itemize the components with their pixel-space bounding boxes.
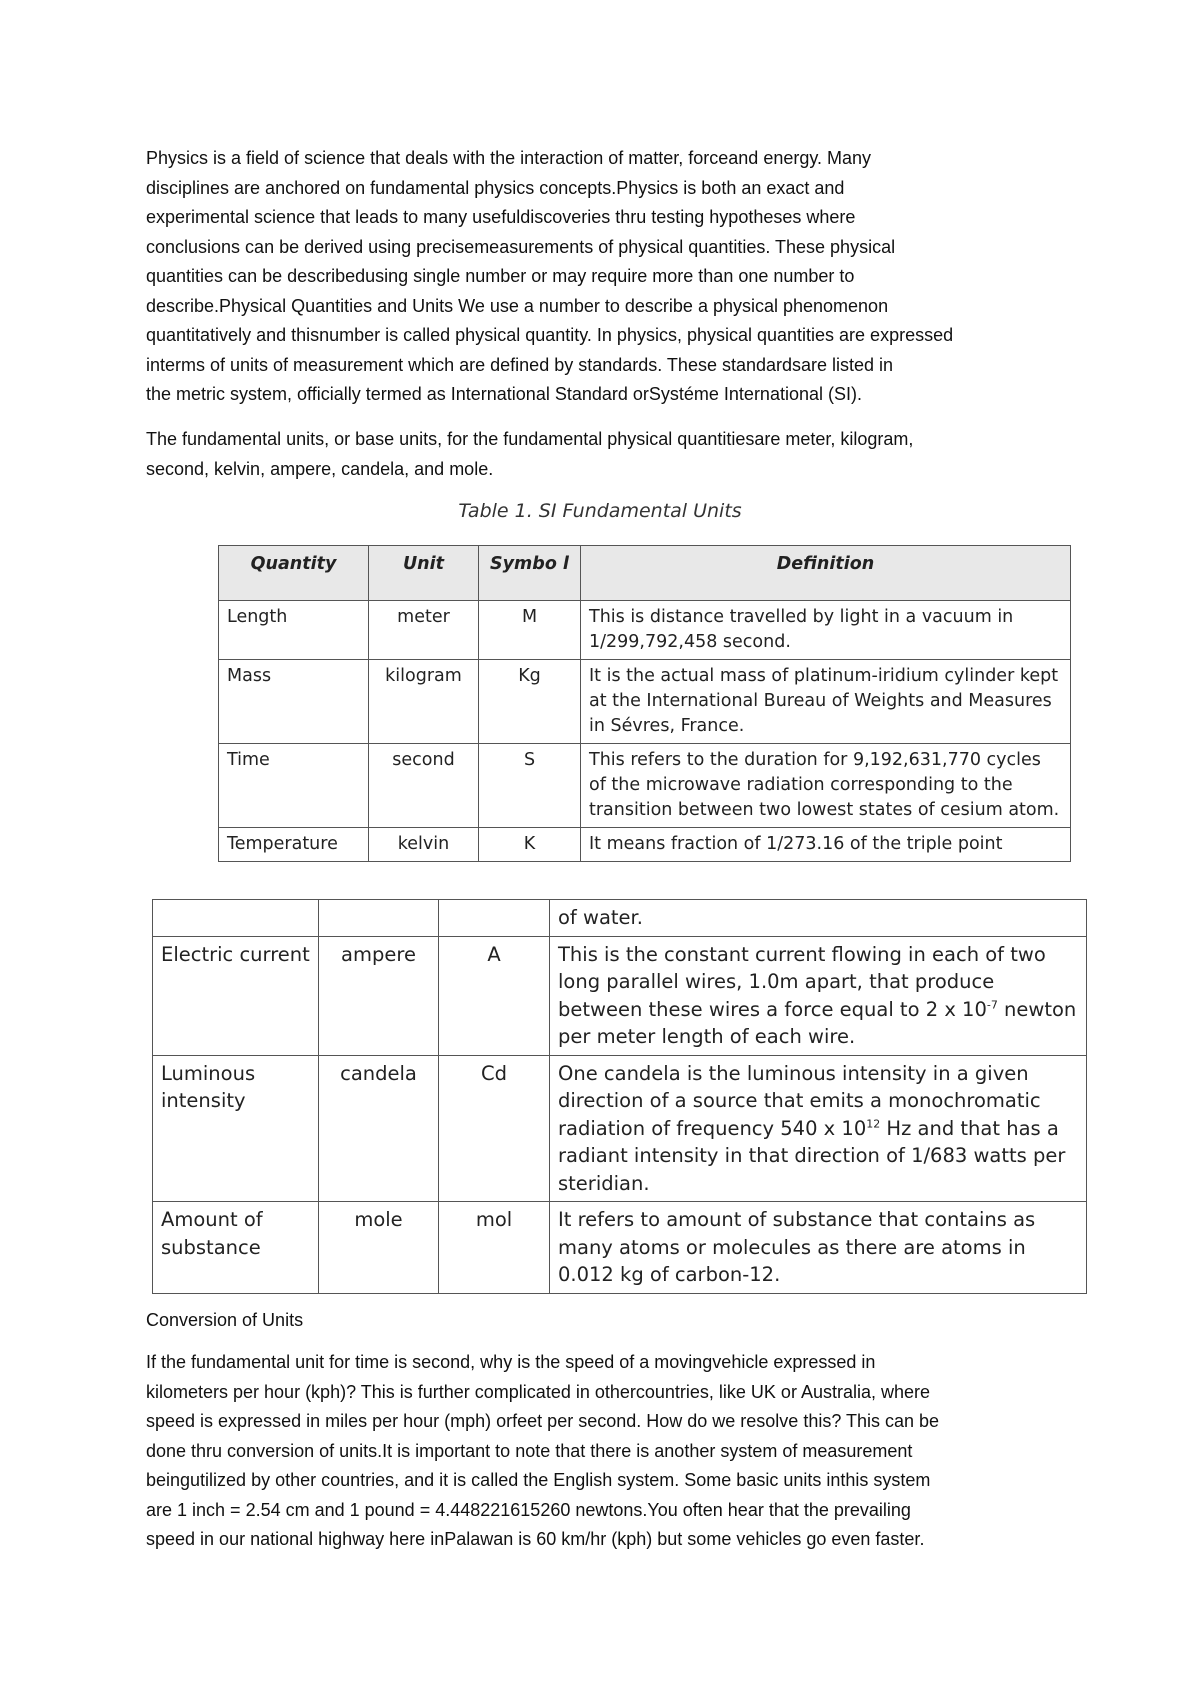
cell-symbol: M xyxy=(479,601,581,660)
header-symbol: Symbo l xyxy=(479,546,581,601)
header-quantity: Quantity xyxy=(219,546,369,601)
cell-definition xyxy=(550,1055,1087,1202)
si-units-table-part2 xyxy=(152,899,1087,1294)
definition-text: Hz and that has a radiant intensity in that direction of 1/683 watts per steridian. xyxy=(558,1116,1066,1195)
cell-symbol: K xyxy=(479,828,581,862)
cell-definition-continuation: of water. xyxy=(550,900,1087,937)
section-heading: Conversion of Units xyxy=(146,1310,304,1330)
cell-symbol: mol xyxy=(439,1202,550,1294)
text-line: kilometers per hour (kph)? This is further complicated in othercountries, like UK or Australia, where xyxy=(146,1381,931,1402)
definition-text: One candela is the luminous intensity in a given direction of a source that emits a monochromatic radiation of frequency 540 x 10 xyxy=(558,1061,1041,1140)
text-line: experimental science that leads to many usefuldiscoveries thru testing hypotheses where xyxy=(146,207,856,227)
cell-quantity: Mass xyxy=(219,660,369,744)
text-line: Physics is a field of science that deals with the interaction of matter, forceand energy. Many xyxy=(146,148,872,168)
table-row xyxy=(153,1055,1087,1202)
table-header-row xyxy=(219,546,1071,601)
base-units-paragraph xyxy=(146,425,1058,484)
definition-text: This is the constant current flowing in each of two long parallel wires, 1.0m apart, that produce between these wires a force equal to 2 x 10 xyxy=(558,942,1046,1021)
table-row xyxy=(153,1202,1087,1294)
table-row xyxy=(219,601,1071,660)
cell-symbol: Cd xyxy=(439,1055,550,1202)
cell-empty xyxy=(153,900,319,937)
text-line: speed is expressed in miles per hour (mph) orfeet per second. How do we resolve this? This can be xyxy=(146,1411,940,1431)
cell-unit: meter xyxy=(369,601,479,660)
cell-empty xyxy=(439,900,550,937)
cell-definition: This is distance travelled by light in a vacuum in 1/299,792,458 second. xyxy=(581,601,1071,660)
text-line: quantities can be describedusing single number or may require more than one number to xyxy=(146,266,855,286)
text-line: the metric system, officially termed as International Standard orSystéme International (SI). xyxy=(146,384,862,404)
cell-unit: ampere xyxy=(319,936,439,1055)
cell-unit: second xyxy=(369,744,479,828)
si-units-table-part1 xyxy=(218,545,1071,862)
cell-quantity: Electric current xyxy=(153,936,319,1055)
table-row xyxy=(219,828,1071,862)
table-row xyxy=(153,900,1087,937)
cell-definition: This refers to the duration for 9,192,631,770 cycles of the microwave radiation corresponding to the transition between two lowest states of cesium atom. xyxy=(581,744,1071,828)
text-line: speed in our national highway here inPalawan is 60 km/hr (kph) but some vehicles go even faster. xyxy=(146,1529,925,1549)
header-unit: Unit xyxy=(369,546,479,601)
table-row xyxy=(219,744,1071,828)
intro-paragraph xyxy=(146,144,1058,410)
definition-text: newton per meter length of each wire. xyxy=(558,997,1077,1048)
cell-unit: kelvin xyxy=(369,828,479,862)
text-line: describe.Physical Quantities and Units We use a number to describe a physical phenomenon xyxy=(146,295,889,316)
table-row xyxy=(153,936,1087,1055)
text-line: beingutilized by other countries, and it is called the English system. Some basic units inthis system xyxy=(146,1470,931,1490)
cell-quantity: Amount of substance xyxy=(153,1202,319,1294)
header-definition: Definition xyxy=(581,546,1071,601)
text-line: If the fundamental unit for time is second, why is the speed of a movingvehicle expressed in xyxy=(146,1352,876,1372)
cell-symbol: S xyxy=(479,744,581,828)
exponent: 12 xyxy=(866,1117,881,1130)
cell-definition: It means fraction of 1/273.16 of the triple point xyxy=(581,828,1071,862)
cell-symbol: A xyxy=(439,936,550,1055)
cell-definition: It refers to amount of substance that contains as many atoms or molecules as there are atoms in 0.012 kg of carbon-12. xyxy=(550,1202,1087,1294)
text-line: interms of units of measurement which are defined by standards. These standardsare listed in xyxy=(146,354,894,375)
cell-definition xyxy=(550,936,1087,1055)
cell-unit: kilogram xyxy=(369,660,479,744)
table-row xyxy=(219,660,1071,744)
text-line: disciplines are anchored on fundamental physics concepts.Physics is both an exact and xyxy=(146,177,845,198)
cell-unit: mole xyxy=(319,1202,439,1294)
cell-definition: It is the actual mass of platinum-iridium cylinder kept at the International Bureau of Weights and Measures in Sévres, France. xyxy=(581,660,1071,744)
cell-symbol: Kg xyxy=(479,660,581,744)
cell-quantity: Luminous intensity xyxy=(153,1055,319,1202)
text-line: The fundamental units, or base units, for the fundamental physical quantitiesare meter, kilogram, xyxy=(146,429,914,449)
cell-quantity: Length xyxy=(219,601,369,660)
text-line: done thru conversion of units.It is important to note that there is another system of measurement xyxy=(146,1440,913,1461)
table-title: Table 1. SI Fundamental Units xyxy=(458,500,742,522)
cell-quantity: Time xyxy=(219,744,369,828)
cell-quantity: Temperature xyxy=(219,828,369,862)
conversion-paragraph xyxy=(146,1348,1058,1555)
text-line: second, kelvin, ampere, candela, and mole. xyxy=(146,458,494,479)
cell-empty xyxy=(319,900,439,937)
exponent: -7 xyxy=(986,998,998,1011)
text-line: quantitatively and thisnumber is called physical quantity. In physics, physical quantities are expressed xyxy=(146,325,954,345)
cell-unit: candela xyxy=(319,1055,439,1202)
text-line: are 1 inch = 2.54 cm and 1 pound = 4.448221615260 newtons.You often hear that the prevailing xyxy=(146,1499,911,1520)
text-line: conclusions can be derived using precisemeasurements of physical quantities. These physical xyxy=(146,236,896,257)
